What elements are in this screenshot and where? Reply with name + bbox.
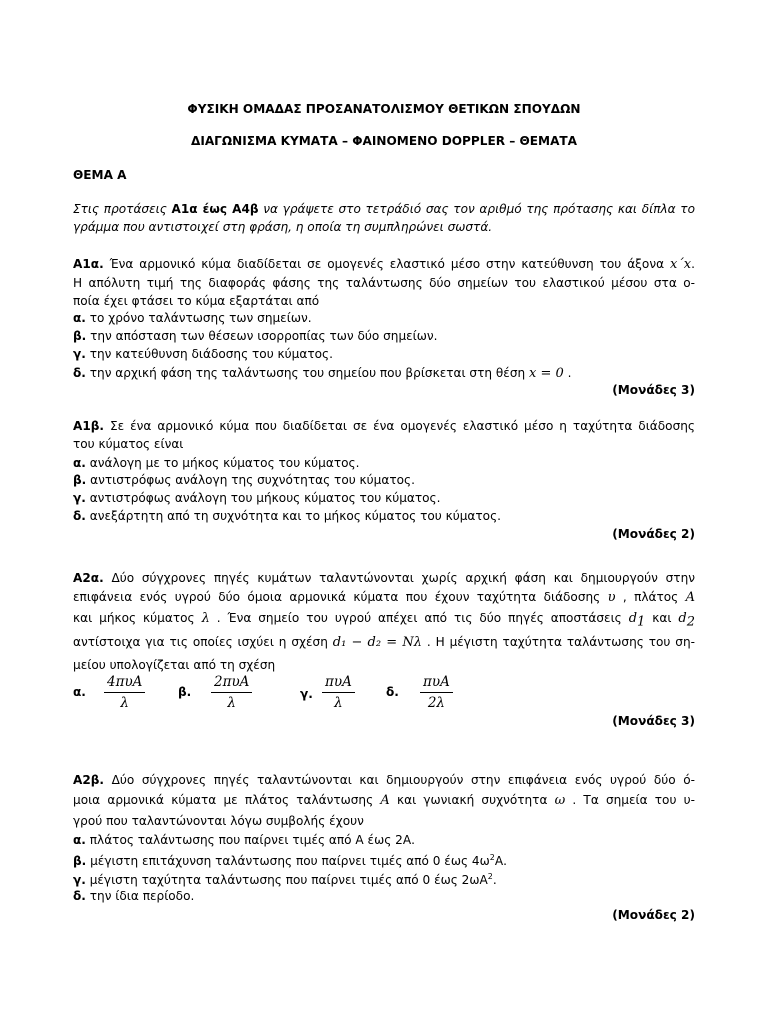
option-a2a-d-fraction: πυA 2λ — [420, 674, 453, 711]
option-a2a-d-label: δ. — [386, 685, 399, 699]
question-a2a-line-2: επιφάνεια ενός υγρού δύο όμοια αρμονικά κύματα που έχουν ταχύτητα διάδοσης υ , πλάτος A — [73, 590, 695, 605]
option-a2b-b: β. μέγιστη επιτάχυνση ταλάντωσης που παίρνει τιμές από 0 έως $4\omega^2A$. — [73, 853, 507, 869]
question-a1a-line-2: Η απόλυτη τιμή της διαφοράς φάσης της ταλάντωσης δύο σημείων του ελαστικού μέσου στα ο- — [73, 276, 695, 290]
option-a1b-c: γ. αντιστρόφως ανάλογη του μήκους κύματος του κύματος. — [73, 491, 441, 505]
marks-a2a: (Μονάδες 3) — [612, 714, 695, 728]
option-a1a-c: γ. την κατεύθυνση διάδοσης του κύματος. — [73, 347, 333, 361]
question-a1b-line-1: Α1β. Σε ένα αρμονικό κύμα που διαδίδεται σε ένα ομογενές ελαστικό μέσο η ταχύτητα διάδοσης — [73, 419, 695, 433]
option-a1a-b: β. την απόσταση των θέσεων ισορροπίας των δύο σημείων. — [73, 329, 438, 343]
option-a2a-a-label: α. — [73, 685, 86, 699]
option-a1b-a: α. ανάλογη με το μήκος κύματος του κύματος. — [73, 456, 360, 470]
question-a1a-line-3: ποία έχει φτάσει το κύμα εξαρτάται από — [73, 294, 320, 308]
question-label: Α1α. — [73, 257, 104, 271]
option-a2a-a-fraction: 4πυA λ — [104, 674, 145, 711]
exam-subtitle: ΔΙΑΓΩΝΙΣΜΑ ΚΥΜΑΤΑ – ΦΑΙΝΟΜΕΝΟ DOPPLER – ΘΕΜΑΤΑ — [190, 134, 578, 148]
option-a1a-d: δ. την αρχική φάση της ταλάντωσης του σημείου που βρίσκεται στη θέση x = 0 . — [73, 366, 572, 381]
option-a2b-c: γ. μέγιστη ταχύτητα ταλάντωσης που παίρνει τιμές από 0 έως $2\omega A^2$. — [73, 872, 497, 888]
option-a2a-b-label: β. — [178, 685, 192, 699]
option-a2b-d: δ. την ίδια περίοδο. — [73, 889, 195, 903]
instructions-line-1: Στις προτάσεις Α1α έως Α4β να γράψετε στο τετράδιό σας τον αριθμό της πρότασης και δίπλα το — [73, 202, 695, 216]
marks-a1b: (Μονάδες 2) — [612, 527, 695, 541]
option-a1b-d: δ. ανεξάρτητη από τη συχνότητα και το μήκος κύματος του κύματος. — [73, 509, 502, 523]
option-a1a-a: α. το χρόνο ταλάντωσης των σημείων. — [73, 311, 312, 325]
question-a2b-line-3: γρού που ταλαντώνονται λόγω συμβολής έχουν — [73, 814, 364, 828]
option-a2a-c-label: γ. — [300, 687, 313, 701]
question-a1b-line-2: του κύματος είναι — [73, 437, 184, 451]
question-a1a-line-1: Α1α. Ένα αρμονικό κύμα διαδίδεται σε ομογενές ελαστικό μέσο στην κατεύθυνση του άξονα x΄x. — [73, 257, 695, 272]
marks-a1a: (Μονάδες 3) — [612, 383, 695, 397]
section-heading: ΘΕΜΑ Α — [73, 168, 127, 182]
marks-a2b: (Μονάδες 2) — [612, 908, 695, 922]
option-a2a-c-fraction: πυA λ — [322, 674, 355, 711]
relation-formula: d₁ − d₂ = Nλ — [332, 635, 422, 650]
option-a1b-b: β. αντιστρόφως ανάλογη της συχνότητας του κύματος. — [73, 473, 415, 487]
option-a2b-a: α. πλάτος ταλάντωσης που παίρνει τιμές από Α έως 2Α. — [73, 833, 415, 847]
instructions-line-2: γράμμα που αντιστοιχεί στη φράση, η οποία τη συμπληρώνει σωστά. — [73, 220, 493, 234]
exam-title: ΦΥΣΙΚΗ ΟΜΑΔΑΣ ΠΡΟΣΑΝΑΤΟΛΙΣΜΟΥ ΘΕΤΙΚΩΝ ΣΠΟΥΔΩΝ — [187, 102, 581, 116]
question-a2b-line-2: μοια αρμονικά κύματα με πλάτος ταλάντωσης A και γωνιακή συχνότητα ω . Τα σημεία του υ- — [73, 793, 696, 808]
question-a2a-line-1: Α2α. Δύο σύγχρονες πηγές κυμάτων ταλαντώνονται χωρίς αρχική φάση και δημιουργούν στην — [73, 571, 695, 585]
question-a2a-line-5: μείου υπολογίζεται από τη σχέση — [73, 658, 276, 672]
question-a2b-line-1: Α2β. Δύο σύγχρονες πηγές ταλαντώνονται και δημιουργούν στην επιφάνεια ενός υγρού δύο ό- — [73, 773, 695, 787]
option-a2a-b-fraction: 2πυA λ — [211, 674, 252, 711]
question-a2a-line-3: και μήκος κύματος λ . Ένα σημείο του υγρού απέχει από τις δύο πηγές αποστάσεις $d_1$ και $d_2$ — [73, 611, 695, 630]
question-a2a-line-4: αντίστοιχα για τις οποίες ισχύει η σχέση d₁ − d₂ = Nλ . Η μέγιστη ταχύτητα ταλάντωσης του ση- — [73, 635, 695, 650]
